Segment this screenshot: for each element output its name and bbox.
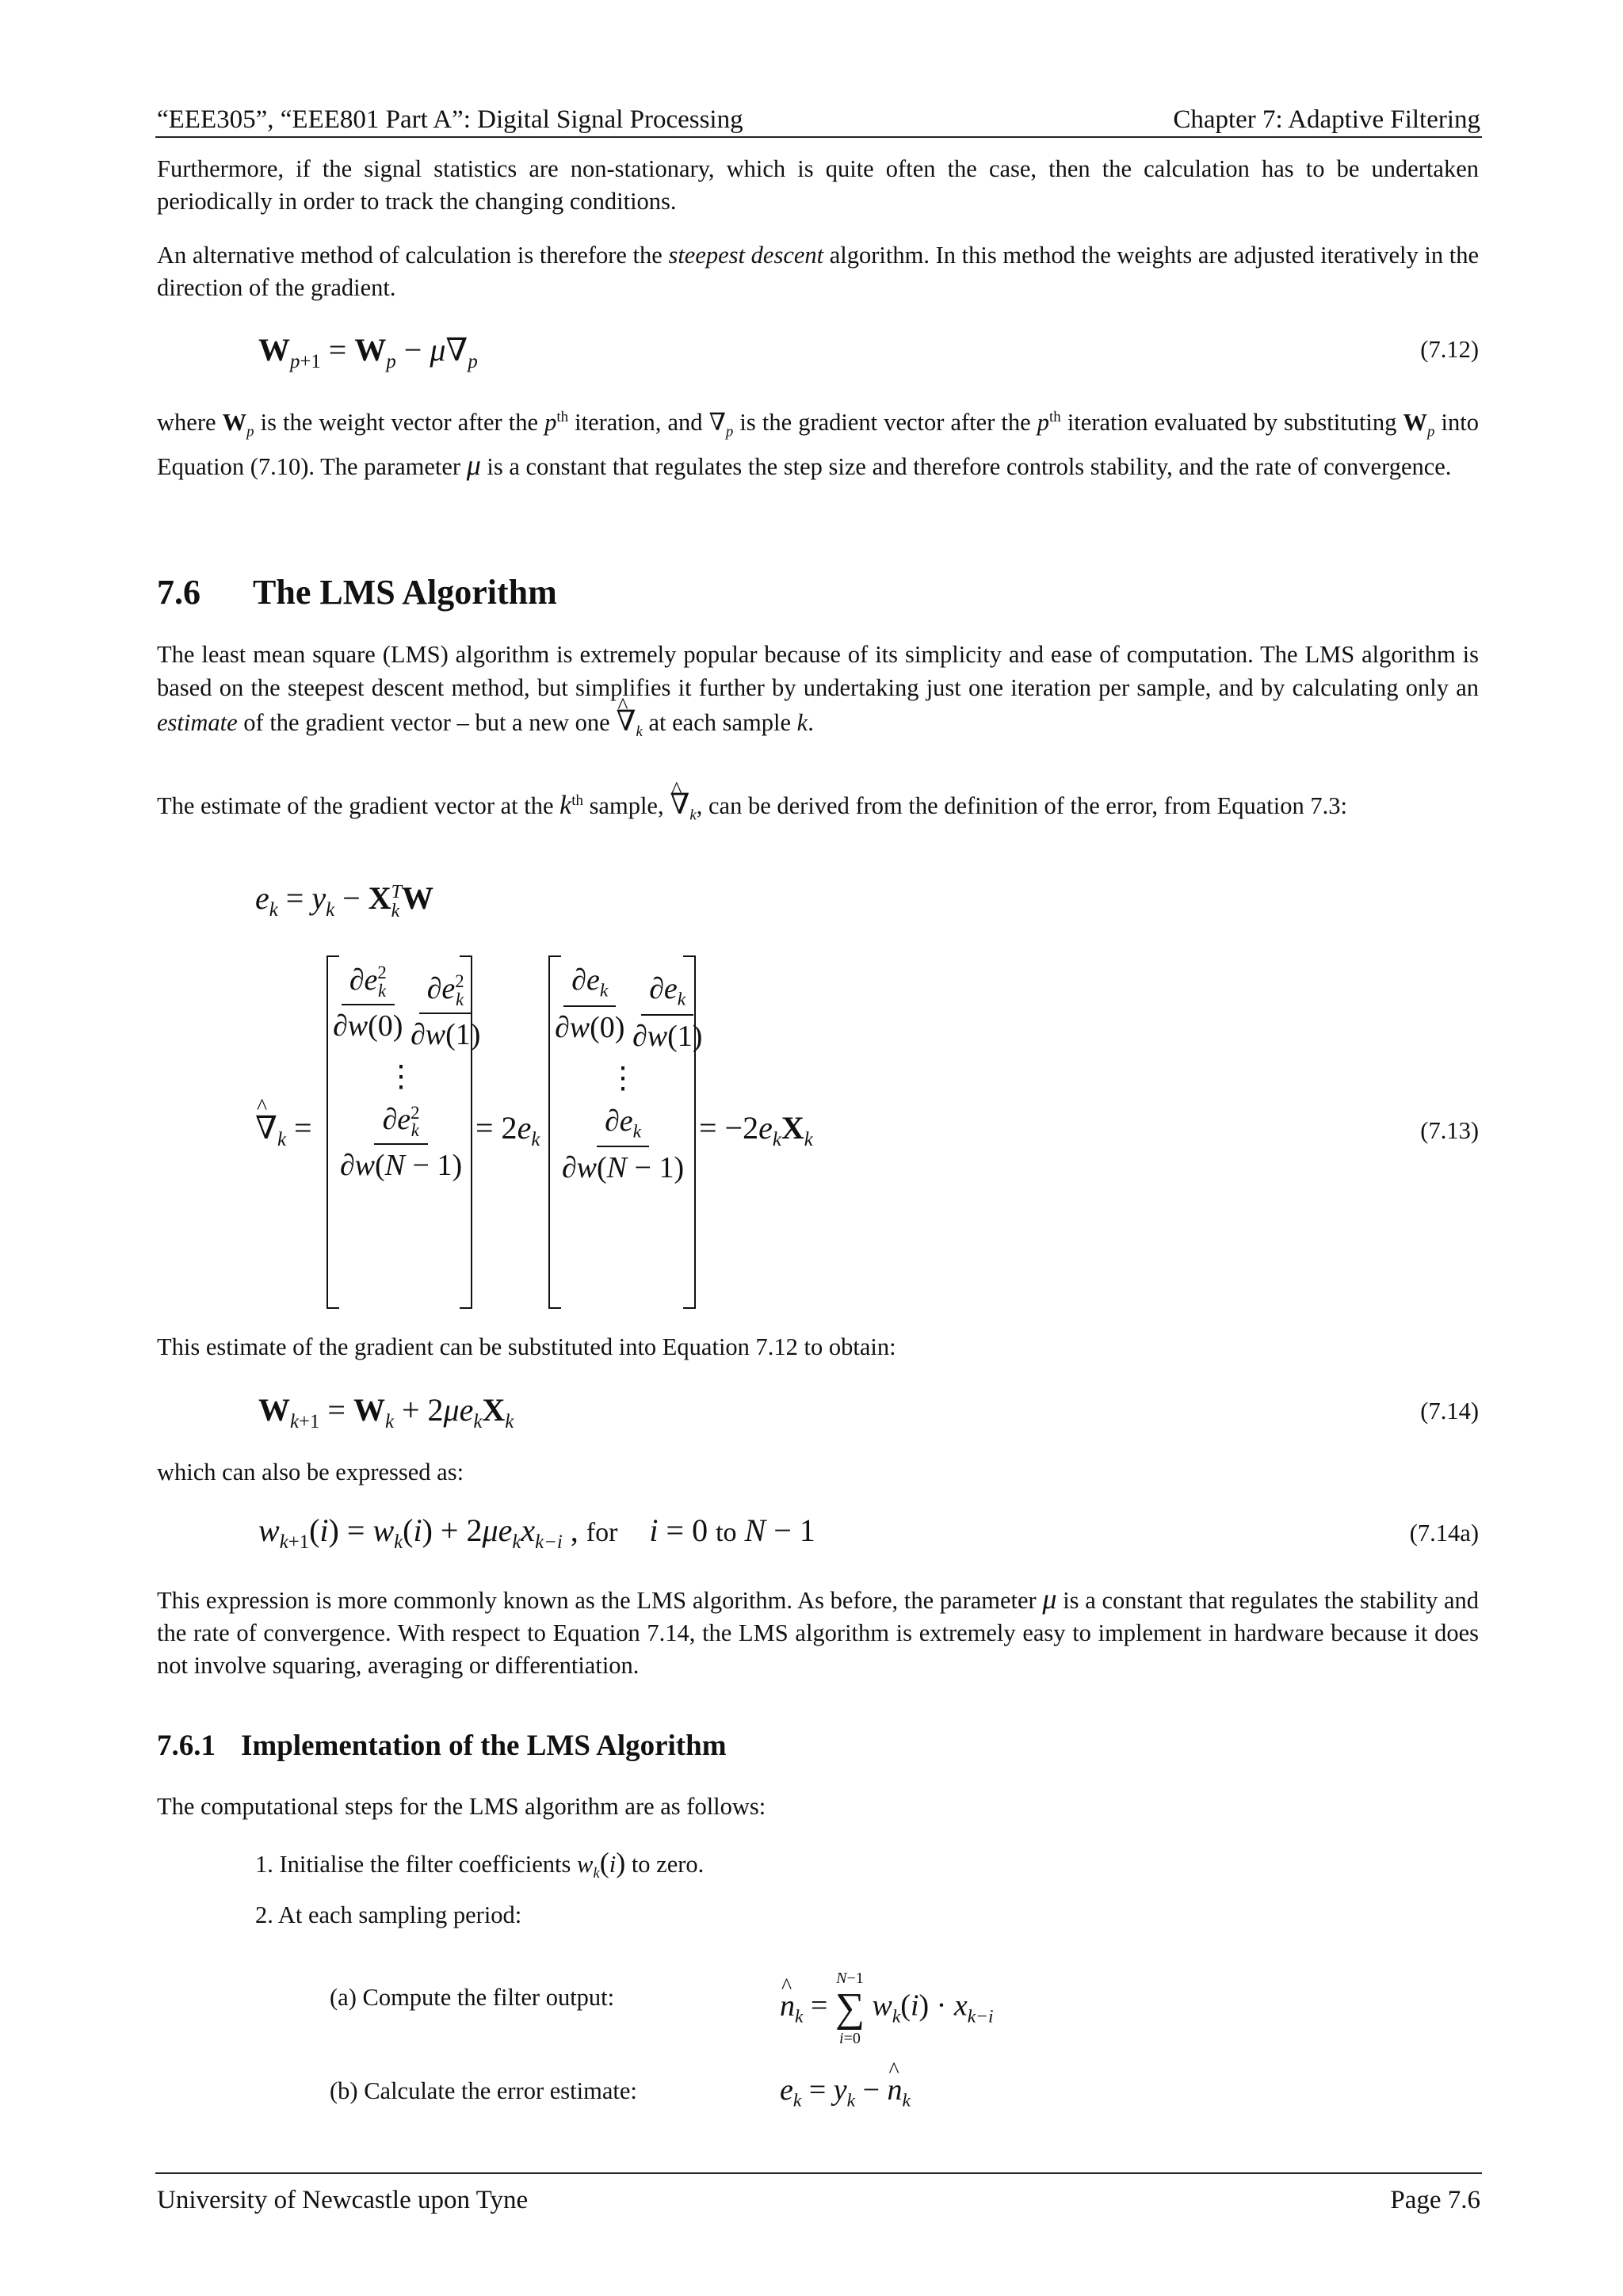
step-2-sampling-period: 2. At each sampling period: (255, 1901, 522, 1928)
paragraph-steepest-descent: An alternative method of calculation is therefore the steepest descent algorithm. In this method the weights are adjusted iteratively in the direction of the gradient. (157, 242, 1480, 301)
section-heading-7-6-1: 7.6.1 Implementation of the LMS Algorithm (157, 1730, 727, 1762)
footer-university: University of Newcastle upon Tyne (157, 2186, 529, 2214)
page-footer (157, 2177, 1480, 2215)
paragraph-also-expressed: which can also be expressed as: (157, 1459, 464, 1486)
footer-page-number: Page 7.6 (1390, 2186, 1480, 2214)
matrix-column-squared-error: ∂e 2 k ∂w(0) ∂e 2 k ∂w(1) ⋮ ∂e 2 k ∂w(N − 1) (333, 963, 481, 1183)
page-header (157, 97, 1480, 135)
paragraph-weight-vector: where $W_p$ is the weight vector after the $p^{th}$ iteration, and $\nabla_p$ is the gradient vector after the $p^{th}$ iteration evaluated by substituting $W_p$ into Equation (7.10). The parameter μ is a constant that regulates the step size and therefore controls stability, and the rate of convergence. (157, 409, 1479, 482)
footer-rule (155, 2172, 1482, 2174)
header-course-title: “EEE305”, “EEE801 Part A”: Digital Signal Processing (157, 105, 743, 134)
paragraph-lms-intro: The least mean square (LMS) algorithm is extremely popular because of its simplicity and ease of computation. The LMS algorithm is based on the steepest descent method, but simplifies it further by undertaking just one iteration per sample, and by calculating only an estimate of the gradient vector – but a new one ^ $\nabla_k$ at each sample k. (157, 638, 1479, 749)
equation-number-7-13: (7.13) (1420, 1117, 1479, 1144)
section-heading-7-6: 7.6 The LMS Algorithm (157, 573, 557, 612)
equation-7-12: $W_{p+1} = W_p - \mu\nabla_p$ (258, 332, 478, 372)
paragraph-substitution: This estimate of the gradient can be substituted into Equation 7.12 to obtain: (157, 1333, 896, 1360)
equation-filter-output: ^ $n_k$ = N−1 ∑ i=0 $w_k(i) \cdot x_{k-i}$ (780, 1963, 994, 2054)
equation-number-7-14: (7.14) (1420, 1398, 1479, 1425)
equation-7-13-lhs: ^ $\nabla_k$ = (255, 1109, 312, 1151)
header-chapter-title: Chapter 7: Adaptive Filtering (1173, 105, 1480, 134)
equation-7-13-factor: = $2e_k$ (475, 1110, 540, 1150)
paragraph-gradient-estimate: The estimate of the gradient vector at the $k^{th}$ sample, ^ $\nabla_k$, can be derived from the definition of the error, from Equation 7.3: (157, 784, 1479, 831)
equation-error-estimate: $e_k = y_k$ − ^ $n_k$ (780, 2073, 911, 2112)
step-2b-error-estimate: (b) Calculate the error estimate: (330, 2077, 637, 2104)
equation-number-7-14a: (7.14a) (1409, 1520, 1479, 1547)
equation-7-13-rhs: = $-2e_kX_k$ (699, 1110, 813, 1150)
paragraph-lms-known-as: This expression is more commonly known as the LMS algorithm. As before, the parameter μ is a constant that regulates the stability and the rate of convergence. With respect to Equation 7.14, the LMS algorithm is extremely easy to implement in hardware because it does not involve squaring, averaging or differentiation. (157, 1583, 1479, 1679)
step-1-initialise: 1. Initialise the filter coefficients $w_k(i)$ to zero. (255, 1847, 705, 1882)
equation-7-14a: $w_{k+1}(i) = w_k(i) + 2\mu e_kx_{k-i}$ , for i = 0 to N − 1 (258, 1512, 815, 1553)
step-2a-filter-output: (a) Compute the filter output: (330, 1984, 615, 2011)
paragraph-computational-steps: The computational steps for the LMS algorithm are as follows: (157, 1793, 766, 1820)
equation-7-14: $W_{k+1} = W_k + 2\mu e_kX_k$ (258, 1392, 514, 1432)
equation-error-definition: $e_k = y_k - X$ T k W (255, 880, 433, 921)
header-rule (155, 136, 1482, 138)
paragraph-nonstationary: Furthermore, if the signal statistics are non-stationary, which is quite often the case, then the calculation has to be undertaken periodically in order to track the changing conditions. (157, 155, 1479, 215)
equation-number-7-12: (7.12) (1420, 336, 1479, 363)
matrix-column-error: $\frac{\partial e_k}{\partial w(0)}$ $\frac{\partial e_k}{\partial w(1)}$ ⋮ $\frac{\partial e_k}{\partial w(N - 1)}$ (555, 963, 703, 1185)
